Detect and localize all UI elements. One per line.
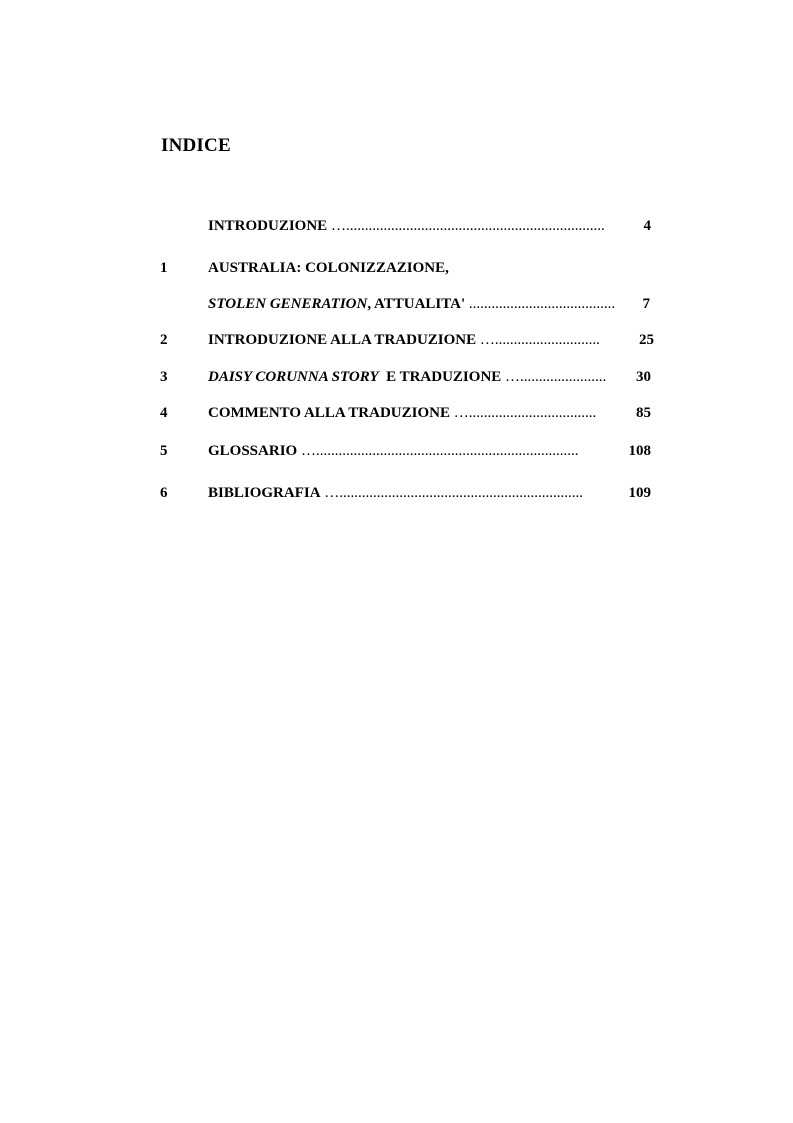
toc-entry-number: 6 <box>160 485 168 501</box>
toc-entry-number: 1 <box>160 260 168 276</box>
toc-entry-number: 5 <box>160 443 168 459</box>
toc-entry-title: BIBLIOGRAFIA <box>208 485 321 501</box>
toc-entry-title-rest: E TRADUZIONE <box>378 369 502 385</box>
toc-entry-australia-continuation[interactable] <box>0 294 793 314</box>
toc-entry-daisy-corunna[interactable] <box>0 367 793 387</box>
toc-entry-title-rest: , ATTUALITA' <box>367 296 466 312</box>
toc-entry-number: 4 <box>160 405 168 421</box>
toc-entry-commento[interactable] <box>0 403 793 423</box>
toc-entry-title: AUSTRALIA: COLONIZZAZIONE, <box>208 260 449 276</box>
toc-entry-title: INTRODUZIONE ALLA TRADUZIONE <box>208 332 477 348</box>
toc-leader-dots: …....................... <box>501 369 607 385</box>
toc-page-number: 7 <box>642 296 650 312</box>
toc-entry-title-italic: DAISY CORUNNA STORY <box>208 369 379 385</box>
toc-entry-introduzione[interactable] <box>0 216 793 236</box>
toc-entry-glossario[interactable] <box>0 441 793 461</box>
toc-page-number: 109 <box>628 485 651 501</box>
toc-page-number: 85 <box>636 405 651 421</box>
toc-leader-dots: …............................ <box>476 332 600 348</box>
toc-leader-dots: …..................................................................... <box>327 218 605 234</box>
toc-entry-introduzione-traduzione[interactable] <box>0 330 793 350</box>
toc-entry-title: GLOSSARIO <box>208 443 298 459</box>
toc-leader-dots: …................................................................. <box>320 485 584 501</box>
toc-page-number: 4 <box>643 218 651 234</box>
toc-entry-title-italic: STOLEN GENERATION <box>208 296 368 312</box>
toc-entry-australia[interactable] <box>0 258 793 278</box>
toc-entry-number: 3 <box>160 369 168 385</box>
toc-page-number: 25 <box>639 332 654 348</box>
toc-entry-bibliografia[interactable] <box>0 483 793 503</box>
toc-leader-dots: …...................................................................... <box>297 443 579 459</box>
toc-page-number: 108 <box>628 443 651 459</box>
page-title: INDICE <box>161 135 231 156</box>
toc-leader-dots: ….................................. <box>450 405 597 421</box>
toc-page-number: 30 <box>636 369 651 385</box>
toc-entry-title: INTRODUZIONE <box>208 218 328 234</box>
toc-entry-title: COMMENTO ALLA TRADUZIONE <box>208 405 450 421</box>
toc-entry-number: 2 <box>160 332 168 348</box>
toc-leader-dots: ....................................... <box>465 296 616 312</box>
